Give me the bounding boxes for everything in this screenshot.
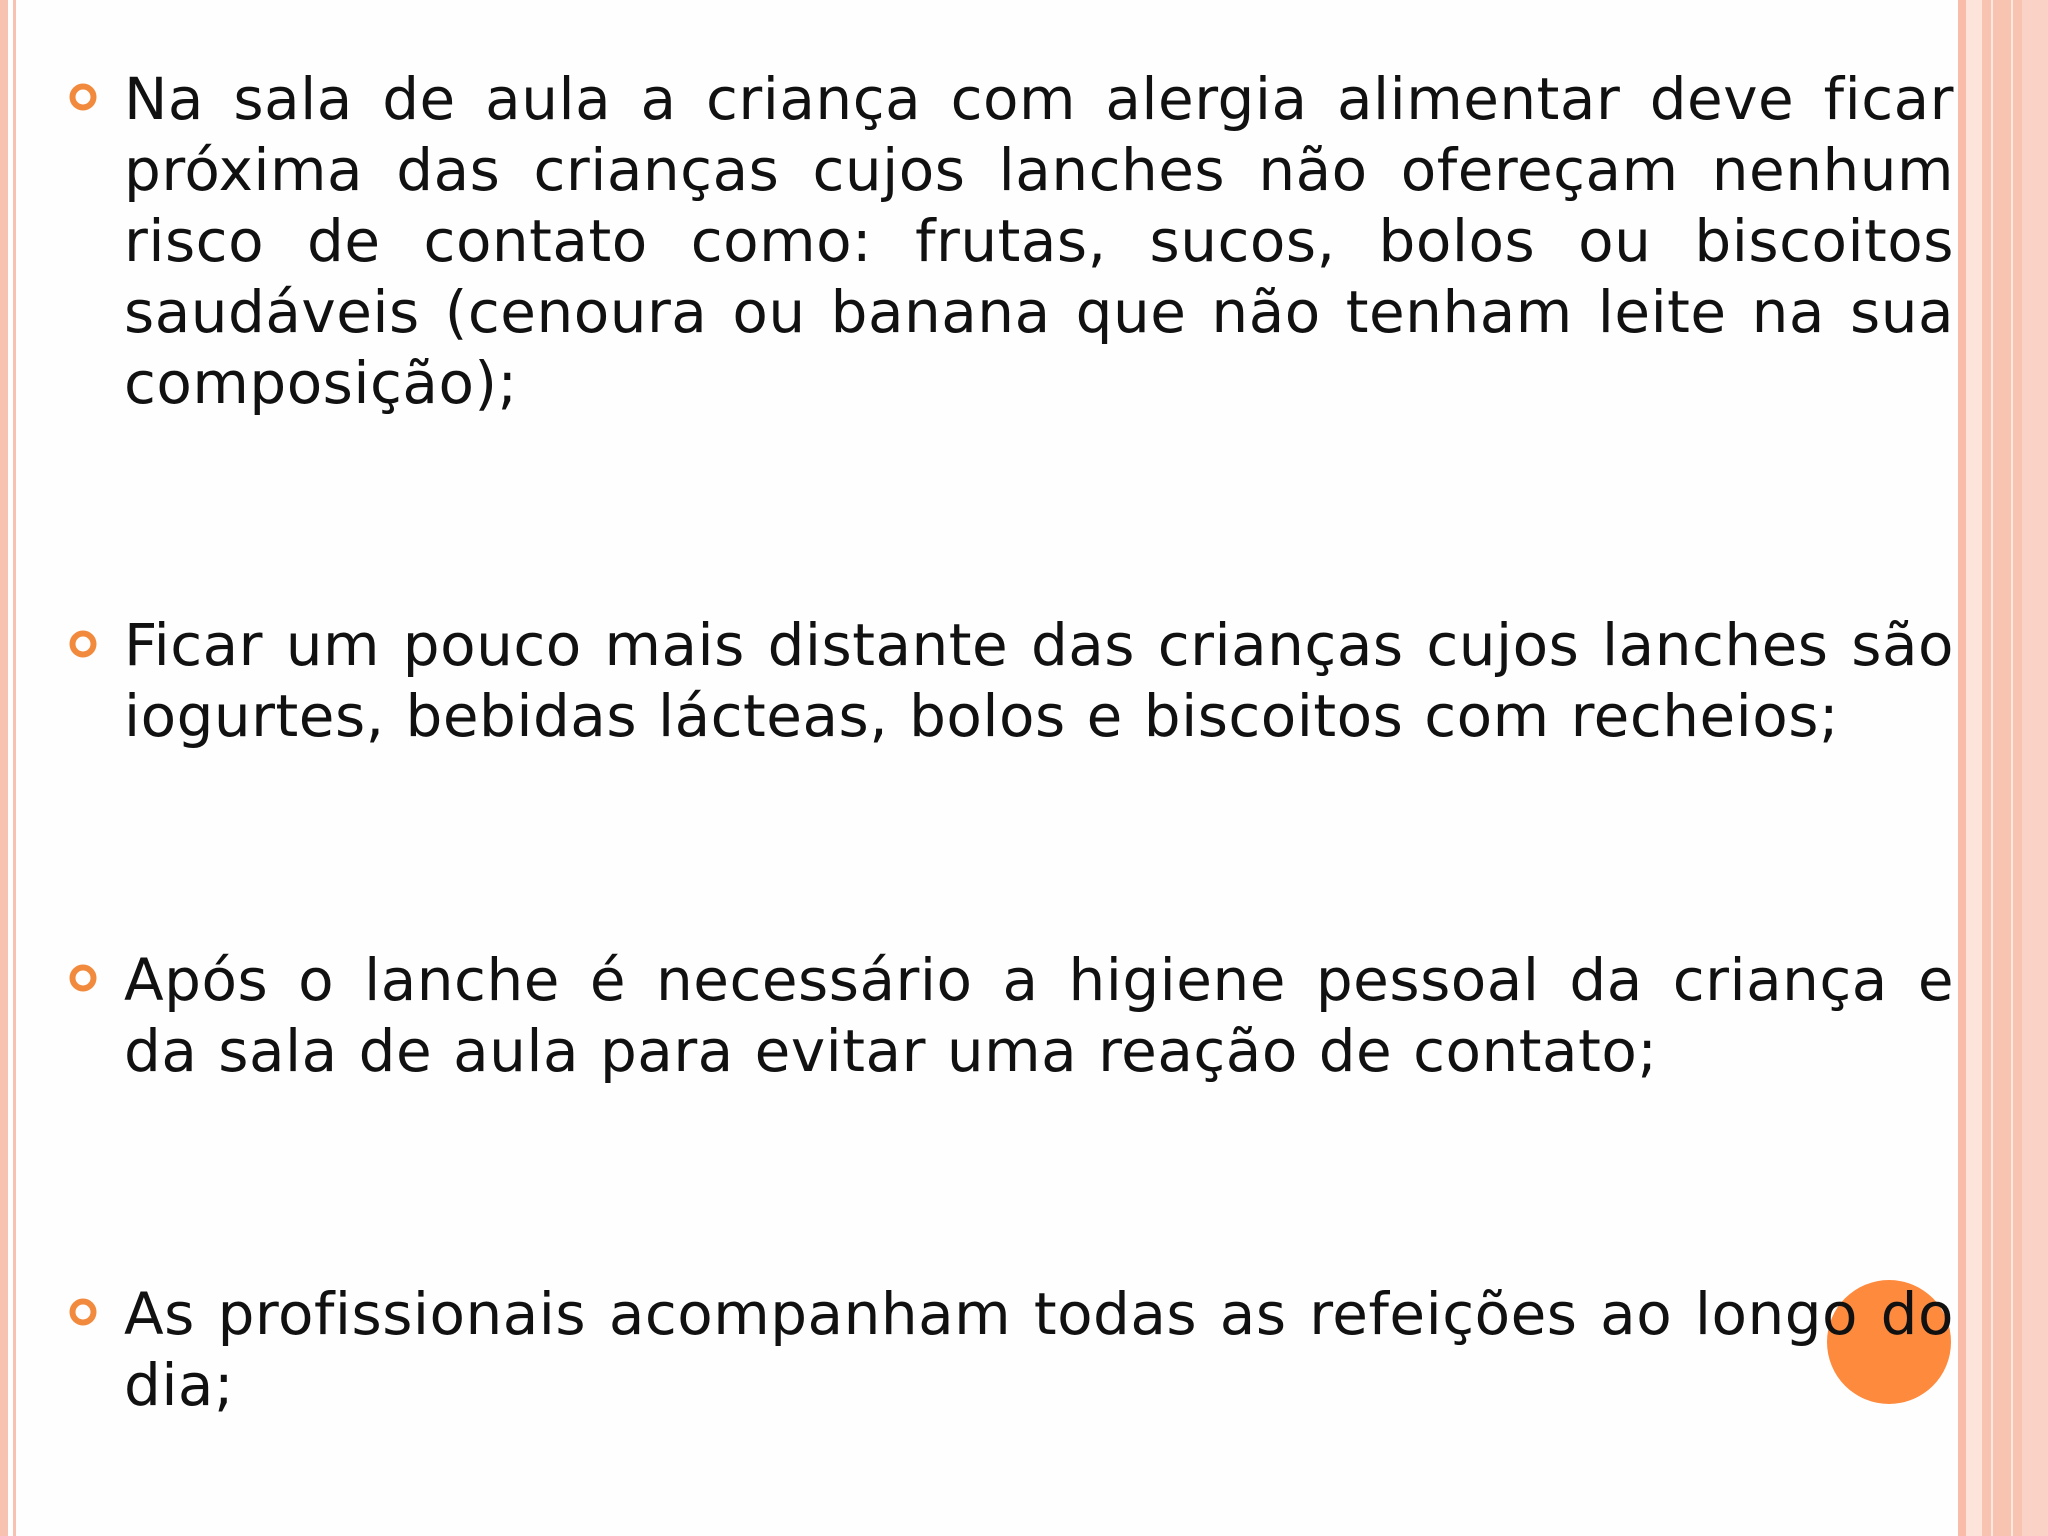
bullet-text-4: As profissionais acompanham todas as refeições ao longo do dia; — [124, 1280, 1954, 1419]
hollow-circle-icon — [68, 963, 98, 993]
right-border-line — [2011, 0, 2013, 1536]
hollow-circle-icon — [68, 629, 98, 659]
right-border-stripe — [1982, 0, 2022, 1536]
right-border-stripe — [1966, 0, 1982, 1536]
right-border-stripe — [2022, 0, 2048, 1536]
bullet-text-3: Após o lanche é necessário a higiene pessoal da criança e da sala de aula para evitar uma reação de contato; — [124, 946, 1954, 1085]
left-border — [0, 0, 8, 1536]
hollow-circle-icon — [68, 1297, 98, 1327]
bullet-text-1: Na sala de aula a criança com alergia alimentar deve ficar próxima das crianças cujos lanches não ofereçam nenhum risco de contato como: frutas, sucos, bolos ou biscoitos saudáveis (cenoura ou banana que não tenham leite na sua composição); — [124, 65, 1954, 417]
right-border-stripe — [1958, 0, 1966, 1536]
bullet-text-2: Ficar um pouco mais distante das crianças cujos lanches são iogurtes, bebidas lácteas, bolos e biscoitos com recheios; — [124, 611, 1954, 750]
hollow-circle-icon — [68, 82, 98, 112]
left-border-line — [13, 0, 16, 1536]
right-border-line — [1991, 0, 1993, 1536]
